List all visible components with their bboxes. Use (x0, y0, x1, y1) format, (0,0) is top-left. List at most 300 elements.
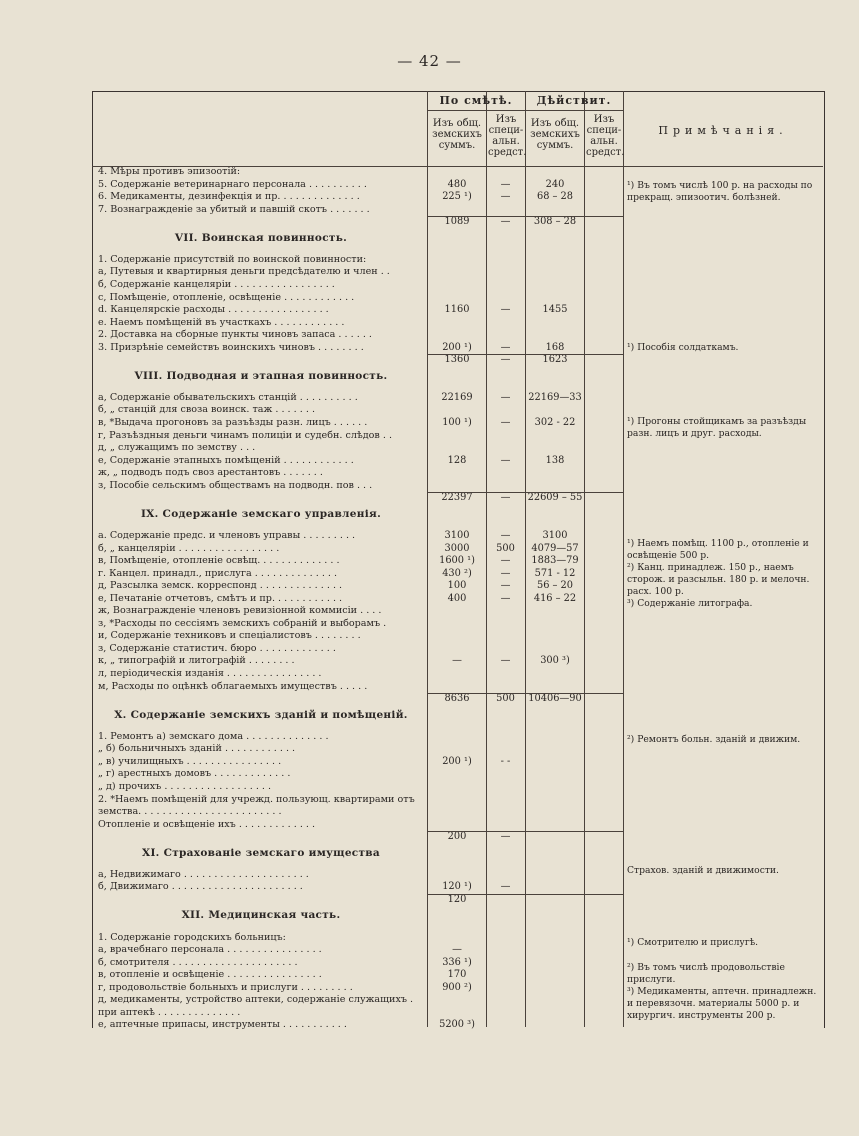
table-cell-c2: — (500, 354, 511, 366)
table-row-label (98, 831, 426, 844)
table-row-label: 1. Содержаніе городскихъ больницъ: (98, 931, 286, 943)
table-cell-c4 (585, 166, 622, 179)
table-cell-c4 (585, 404, 622, 417)
table-cell-c4 (585, 505, 622, 518)
table-cell-c4 (585, 781, 622, 794)
table-cell-c2 (487, 844, 524, 857)
table-cell-c4 (585, 317, 622, 330)
table-cell-c2: — (500, 341, 511, 353)
table-cell-c2 (487, 204, 524, 217)
table-cell-c3 (526, 367, 584, 380)
table-cell-c1 (428, 718, 486, 731)
table-cell-c2: — (500, 881, 511, 893)
table-cell-c2: 500 (496, 693, 515, 705)
table-cell-c1: 3100 (444, 529, 470, 541)
table-cell-c1 (428, 329, 486, 342)
table-cell-c2: — (500, 580, 511, 592)
table-cell-c1 (428, 819, 486, 832)
subtotal-rule (427, 831, 623, 832)
section-title: VII. Воинская повинность. (174, 231, 348, 244)
table-cell-c2 (487, 743, 524, 756)
table-cell-c2 (487, 279, 524, 292)
table-row-label: 2. *Наемъ помѣщеній для учрежд. пользующ. квартирами отъ (98, 793, 415, 805)
table-cell-c3 (526, 430, 584, 443)
table-cell-c3 (526, 994, 584, 1007)
table-cell-c1 (428, 166, 486, 179)
table-cell-c4 (585, 379, 622, 392)
table-cell-c4 (585, 191, 622, 204)
table-row-label: 3. Призрѣніе семействъ воинскихъ чиновъ . . . . . . . . (98, 341, 364, 353)
table-cell-c1: 200 ¹) (442, 341, 472, 353)
table-cell-c2: 500 (496, 542, 515, 554)
table-cell-c2: — (500, 831, 511, 843)
remark-note10: ²) Въ томъ числѣ продовольствіе прислуги. (627, 962, 785, 985)
table-cell-c4 (585, 731, 622, 744)
table-cell-c2 (487, 505, 524, 518)
table-cell-c4 (585, 543, 622, 556)
table-cell-c4 (585, 706, 622, 719)
table-cell-c3 (526, 480, 584, 493)
table-cell-c1: 100 ¹) (442, 417, 472, 428)
table-cell-c4 (585, 768, 622, 781)
table-cell-c3 (526, 743, 584, 756)
table-cell-c4 (585, 655, 622, 668)
table-cell-c1 (428, 442, 486, 455)
subtotal-rule (427, 693, 623, 694)
table-row-label: d. Канцелярскіе расходы . . . . . . . . . . . . . . . . . (98, 304, 329, 316)
table-cell-c3 (526, 1007, 584, 1020)
remark-note7: ²) Ремонтъ больн. зданій и движим. (627, 734, 801, 745)
table-cell-c1 (428, 430, 486, 443)
table-cell-c3 (526, 957, 584, 970)
table-cell-c2 (487, 894, 524, 907)
table-cell-c2 (487, 819, 524, 832)
table-cell-c1: 120 ¹) (442, 881, 472, 893)
table-cell-c3 (526, 668, 584, 681)
table-cell-c2 (487, 618, 524, 631)
table-cell-c1: 22397 (441, 492, 473, 504)
table-cell-c4 (585, 229, 622, 242)
table-cell-c1 (428, 379, 486, 392)
column-divider (623, 91, 624, 1027)
table-cell-c1 (428, 681, 486, 694)
remark-note3: ¹) Прогоны стойщикамъ за разъѣзды разн. лицъ и друг. расходы. (627, 416, 807, 439)
table-row-label: д, Разсылка земск. корреспонд . . . . . . . . . . . . . . (98, 580, 343, 592)
table-row-label: в, *Выдача прогоновъ за разъѣзды разн. лицъ . . . . . . (98, 417, 368, 428)
table-cell-c3 (526, 681, 584, 694)
table-cell-c2 (487, 806, 524, 819)
table-cell-c4 (585, 932, 622, 945)
remark-note2: ¹) Пособія солдаткамъ. (627, 342, 739, 353)
table-cell-c1 (428, 869, 486, 882)
table-cell-c4 (585, 480, 622, 493)
header-divider (427, 110, 623, 111)
table-cell-c3 (526, 1019, 584, 1032)
table-cell-c1 (428, 743, 486, 756)
table-cell-c2 (487, 379, 524, 392)
table-cell-c1 (428, 467, 486, 480)
table-cell-c3 (526, 292, 584, 305)
table-cell-c2 (487, 517, 524, 530)
table-cell-c1: 22169 (441, 391, 473, 403)
table-cell-c2 (487, 681, 524, 694)
table-cell-c1 (428, 856, 486, 869)
table-row-label: к, „ типографій и литографій . . . . . . . . (98, 655, 295, 667)
table-cell-c1: 1600 ¹) (439, 555, 475, 567)
table-cell-c1: 5200 ³) (439, 1019, 475, 1031)
table-cell-c3: 1455 (542, 304, 568, 316)
table-row-label (98, 492, 426, 505)
table-cell-c3 (526, 279, 584, 292)
table-row-label: 2. Доставка на сборные пункты чиновъ запаса . . . . . . (98, 329, 372, 341)
table-cell-c2 (487, 605, 524, 618)
header-general-sums-actual: Изъ общ. земскихъ суммъ. (530, 118, 580, 151)
table-cell-c4 (585, 367, 622, 380)
table-cell-c3 (526, 442, 584, 455)
table-cell-c3 (526, 932, 584, 945)
table-cell-c2 (487, 794, 524, 807)
table-cell-c1: 8636 (444, 693, 470, 705)
table-cell-c4 (585, 668, 622, 681)
table-row-label: б, „ канцеляріи . . . . . . . . . . . . . . . . . (98, 542, 280, 554)
header-remarks: Примѣчанія. (658, 124, 788, 137)
table-cell-c3 (526, 906, 584, 919)
table-cell-c4 (585, 906, 622, 919)
table-cell-c1 (428, 254, 486, 267)
table-cell-c2: — (500, 529, 511, 541)
table-cell-c4 (585, 743, 622, 756)
table-cell-c4 (585, 1007, 622, 1020)
header-special-funds-actual: Изъ специ-альн. средст. (586, 114, 625, 158)
table-cell-c4 (585, 392, 622, 405)
table-cell-c2 (487, 1007, 524, 1020)
table-cell-c2 (487, 994, 524, 1007)
table-row-label: д, медикаменты, устройство аптеки, содержаніе служащихъ . (98, 994, 414, 1006)
table-cell-c3: 308 – 28 (533, 216, 577, 228)
table-cell-c4 (585, 204, 622, 217)
table-cell-c1 (428, 279, 486, 292)
table-cell-c4 (585, 756, 622, 769)
table-cell-c1 (428, 204, 486, 217)
table-cell-c1 (428, 844, 486, 857)
table-cell-c3 (526, 806, 584, 819)
table-cell-c1 (428, 706, 486, 719)
table-cell-c3 (526, 517, 584, 530)
table-cell-c1 (428, 480, 486, 493)
table-cell-c2: — (500, 178, 511, 190)
table-cell-c4 (585, 944, 622, 957)
table-cell-c2 (487, 944, 524, 957)
table-cell-c3: 138 (545, 454, 565, 466)
table-cell-c4 (585, 831, 622, 844)
table-cell-c4 (585, 216, 622, 229)
table-cell-c3 (526, 505, 584, 518)
table-cell-c4 (585, 844, 622, 857)
table-cell-c3 (526, 982, 584, 995)
table-row-label: при аптекѣ . . . . . . . . . . . . . . (98, 1006, 241, 1018)
table-cell-c1: 128 (447, 454, 467, 466)
table-cell-c2 (487, 781, 524, 794)
table-cell-c4 (585, 593, 622, 606)
table-cell-c4 (585, 643, 622, 656)
table-cell-c3 (526, 254, 584, 267)
table-cell-c2: - - (500, 755, 511, 767)
table-cell-c1 (428, 317, 486, 330)
table-row-label: в, отопленіе и освѣщеніе . . . . . . . . . . . . . . . . (98, 969, 322, 981)
table-cell-c4 (585, 693, 622, 706)
table-row-label: „ в) училищныхъ . . . . . . . . . . . . . . . . (98, 755, 282, 767)
table-cell-c3 (526, 241, 584, 254)
table-row-label (98, 379, 426, 392)
table-cell-c1: 1360 (444, 354, 470, 366)
table-cell-c3 (526, 718, 584, 731)
table-cell-c3 (526, 844, 584, 857)
table-row-label: и, Содержаніе техниковъ и спеціалистовъ . . . . . . . . (98, 630, 361, 642)
remark-note9: ¹) Смотрителю и прислугѣ. (627, 937, 759, 948)
table-row-label: 1. Ремонтъ а) земскаго дома . . . . . . . . . . . . . . (98, 730, 329, 742)
table-cell-c4 (585, 354, 622, 367)
table-cell-c1 (428, 906, 486, 919)
table-cell-c2: — (500, 592, 511, 604)
table-cell-c2 (487, 982, 524, 995)
table-row-label: Отопленіе и освѣщеніе ихъ . . . . . . . . . . . . . (98, 818, 316, 830)
table-cell-c4 (585, 718, 622, 731)
table-cell-c3 (526, 768, 584, 781)
header-special-funds: Изъ специ-альн. средст. (488, 114, 527, 158)
table-cell-c1 (428, 266, 486, 279)
table-cell-c2: — (500, 567, 511, 579)
table-cell-c1 (428, 932, 486, 945)
table-cell-c1 (428, 994, 486, 1007)
table-row-label: з, *Расходы по сессіямъ земскихъ собраній и выборамъ . (98, 617, 387, 629)
table-cell-c1 (428, 292, 486, 305)
table-row-label: а, врачебнаго персонала . . . . . . . . . . . . . . . . (98, 944, 322, 956)
table-cell-c2 (487, 718, 524, 731)
table-row-label: б, Движимаго . . . . . . . . . . . . . . . . . . . . . . (98, 881, 303, 893)
table-cell-c1 (428, 731, 486, 744)
table-row-label: е. Наемъ помѣщеній въ участкахъ . . . . . . . . . . . . (98, 316, 345, 328)
table-cell-c2: — (500, 655, 511, 667)
table-cell-c2: — (500, 454, 511, 466)
table-cell-c2 (487, 630, 524, 643)
table-cell-c3 (526, 329, 584, 342)
table-cell-c4 (585, 681, 622, 694)
table-cell-c3: 300 ³) (540, 655, 570, 667)
table-cell-c3 (526, 643, 584, 656)
header-general-sums: Изъ общ. земскихъ суммъ. (432, 118, 482, 151)
table-cell-c1 (428, 505, 486, 518)
table-cell-c3 (526, 706, 584, 719)
table-row-label: 6. Медикаменты, дезинфекція и пр. . . . . . . . . . . . . . (98, 191, 360, 203)
table-cell-c3 (526, 618, 584, 631)
table-cell-c2 (487, 856, 524, 869)
table-cell-c4 (585, 254, 622, 267)
table-cell-c2 (487, 919, 524, 932)
table-cell-c1 (428, 229, 486, 242)
header-group-actual: Дѣйствит. (536, 94, 612, 107)
table-cell-c3 (526, 969, 584, 982)
table-cell-c1: — (452, 655, 462, 667)
table-cell-c3: 571 - 12 (534, 567, 576, 579)
table-cell-c2 (487, 969, 524, 982)
table-cell-c1: 170 (447, 969, 467, 981)
table-cell-c4 (585, 241, 622, 254)
table-cell-c3: 4079—57 (531, 542, 579, 554)
table-row-label: ж, Вознагражденіе членовъ ревизіонной коммисіи . . . . (98, 605, 382, 617)
table-cell-c4 (585, 430, 622, 443)
table-row-label: а. Содержаніе предс. и членовъ управы . . . . . . . . . (98, 529, 356, 541)
table-cell-c3 (526, 605, 584, 618)
table-cell-c4 (585, 342, 622, 355)
table-cell-c2 (487, 317, 524, 330)
table-cell-c4 (585, 994, 622, 1007)
table-row-label (98, 894, 426, 907)
table-cell-c2 (487, 292, 524, 305)
table-row-label (98, 517, 426, 530)
table-cell-c1 (428, 367, 486, 380)
table-cell-c1: 3000 (444, 542, 470, 554)
table-cell-c2 (487, 329, 524, 342)
table-cell-c4 (585, 1019, 622, 1032)
table-cell-c4 (585, 969, 622, 982)
table-cell-c4 (585, 982, 622, 995)
table-cell-c2 (487, 480, 524, 493)
table-cell-c4 (585, 279, 622, 292)
subtotal-rule (427, 216, 623, 217)
table-cell-c2 (487, 254, 524, 267)
table-row-label: м, Расходы по оцѣнкѣ облагаемыхъ имуществъ . . . . . (98, 680, 368, 692)
section-title: XII. Медицинская часть. (181, 909, 341, 922)
table-cell-c4 (585, 819, 622, 832)
table-cell-c3 (526, 819, 584, 832)
table-cell-c3 (526, 856, 584, 869)
table-cell-c2 (487, 166, 524, 179)
table-cell-c4 (585, 179, 622, 192)
table-cell-c2 (487, 932, 524, 945)
table-cell-c2: — (500, 391, 511, 403)
table-cell-c2 (487, 404, 524, 417)
table-cell-c1: 200 (447, 831, 467, 843)
table-cell-c2 (487, 266, 524, 279)
table-cell-c2 (487, 706, 524, 719)
table-cell-c4 (585, 517, 622, 530)
table-cell-c2: — (500, 492, 511, 504)
table-cell-c1: 900 ²) (442, 981, 472, 993)
table-cell-c2 (487, 906, 524, 919)
table-cell-c4 (585, 442, 622, 455)
table-row-label (98, 718, 426, 731)
table-cell-c3 (526, 831, 584, 844)
table-cell-c4 (585, 329, 622, 342)
table-cell-c1 (428, 605, 486, 618)
table-cell-c1: 336 ¹) (442, 956, 472, 968)
section-title: IX. Содержаніе земскаго управленія. (140, 507, 382, 520)
table-cell-c1 (428, 1007, 486, 1020)
table-row-label: б, смотрителя . . . . . . . . . . . . . . . . . . . . . (98, 956, 298, 968)
table-row-label: а, Недвижимаго . . . . . . . . . . . . . . . . . . . . . (98, 868, 309, 880)
table-cell-c2 (487, 1019, 524, 1032)
table-cell-c1: 430 ²) (442, 567, 472, 579)
table-row-label: 7. Вознагражденіе за убитый и павшій скотъ . . . . . . . (98, 203, 370, 215)
table-cell-c4 (585, 618, 622, 631)
table-cell-c4 (585, 266, 622, 279)
table-row-label (98, 919, 426, 932)
table-cell-c1 (428, 781, 486, 794)
table-row-label: 4. Мѣры противъ эпизоотій: (98, 166, 241, 177)
table-row-label: е, Печатаніе отчетовъ, смѣтъ и пр. . . . . . . . . . . . (98, 592, 343, 604)
table-cell-c1 (428, 643, 486, 656)
table-cell-c4 (585, 492, 622, 505)
table-cell-c2 (487, 957, 524, 970)
table-cell-c2 (487, 430, 524, 443)
table-row-label (98, 216, 426, 229)
table-cell-c3: 68 – 28 (536, 191, 574, 203)
table-cell-c2: — (500, 555, 511, 567)
header-group-estimate: По смѣтѣ. (439, 94, 513, 107)
table-cell-c2 (487, 229, 524, 242)
table-cell-c3: 1623 (542, 354, 568, 366)
subtotal-rule (427, 354, 623, 355)
table-cell-c3 (526, 404, 584, 417)
table-cell-c1 (428, 630, 486, 643)
table-cell-c3: 1883—79 (531, 555, 579, 567)
table-cell-c2 (487, 467, 524, 480)
table-cell-c4 (585, 292, 622, 305)
table-cell-c1 (428, 618, 486, 631)
table-cell-c2 (487, 241, 524, 254)
table-cell-c2 (487, 367, 524, 380)
table-cell-c4 (585, 794, 622, 807)
table-cell-c3 (526, 229, 584, 242)
table-cell-c3 (526, 881, 584, 894)
remark-note1: ¹) Въ томъ числѣ 100 р. на расходы по прекращ. эпизоотич. болѣзней. (627, 180, 813, 203)
table-cell-c2: — (500, 191, 511, 203)
table-cell-c1: 100 (447, 580, 467, 592)
table-row-label: г, Разъѣздныя деньги чинамъ полиціи и судебн. слѣдов . . (98, 429, 393, 441)
table-cell-c4 (585, 304, 622, 317)
table-cell-c1 (428, 806, 486, 819)
table-cell-c3: 10406—90 (528, 693, 582, 705)
table-cell-c3: 3100 (542, 529, 568, 541)
table-cell-c3 (526, 317, 584, 330)
table-row-label (98, 856, 426, 869)
table-row-label: е, аптечные припасы, инструменты . . . . . . . . . . . (98, 1019, 347, 1031)
page-number: — 42 — (397, 52, 462, 70)
remark-note6: ³) Содержаніе литографа. (627, 598, 753, 609)
table-cell-c3: 416 – 22 (533, 592, 577, 604)
table-cell-c3 (526, 944, 584, 957)
table-row-label: г, продовольствіе больныхъ и прислуги . . . . . . . . . (98, 981, 353, 993)
table-cell-c3 (526, 869, 584, 882)
table-cell-c1 (428, 919, 486, 932)
table-row-label: з, Содержаніе статистич. бюро . . . . . . . . . . . . . (98, 642, 336, 654)
table-cell-c4 (585, 881, 622, 894)
table-cell-c4 (585, 630, 622, 643)
table-cell-c1: 400 (447, 592, 467, 604)
table-cell-c1 (428, 668, 486, 681)
table-row-label: земства. . . . . . . . . . . . . . . . . . . . . . . . (98, 806, 282, 818)
table-cell-c1: — (452, 944, 462, 956)
table-cell-c1 (428, 517, 486, 530)
table-cell-c1: 480 (447, 178, 467, 190)
table-row-label: а, Путевыя и квартирныя деньги предсѣдателю и член . . (98, 266, 390, 278)
section-title: VIII. Подводная и этапная повинность. (134, 369, 388, 382)
table-row-label: г. Канцел. принадл., прислуга . . . . . . . . . . . . . . (98, 567, 338, 579)
table-row-label: 1. Содержаніе присутствій по воинской повинности: (98, 253, 367, 265)
table-row-label: д, „ служащимъ по земству . . . (98, 442, 256, 454)
table-row-label: б, „ станцій для своза воинск. таж . . . . . . . (98, 404, 316, 416)
table-cell-c3: 302 - 22 (534, 417, 576, 428)
